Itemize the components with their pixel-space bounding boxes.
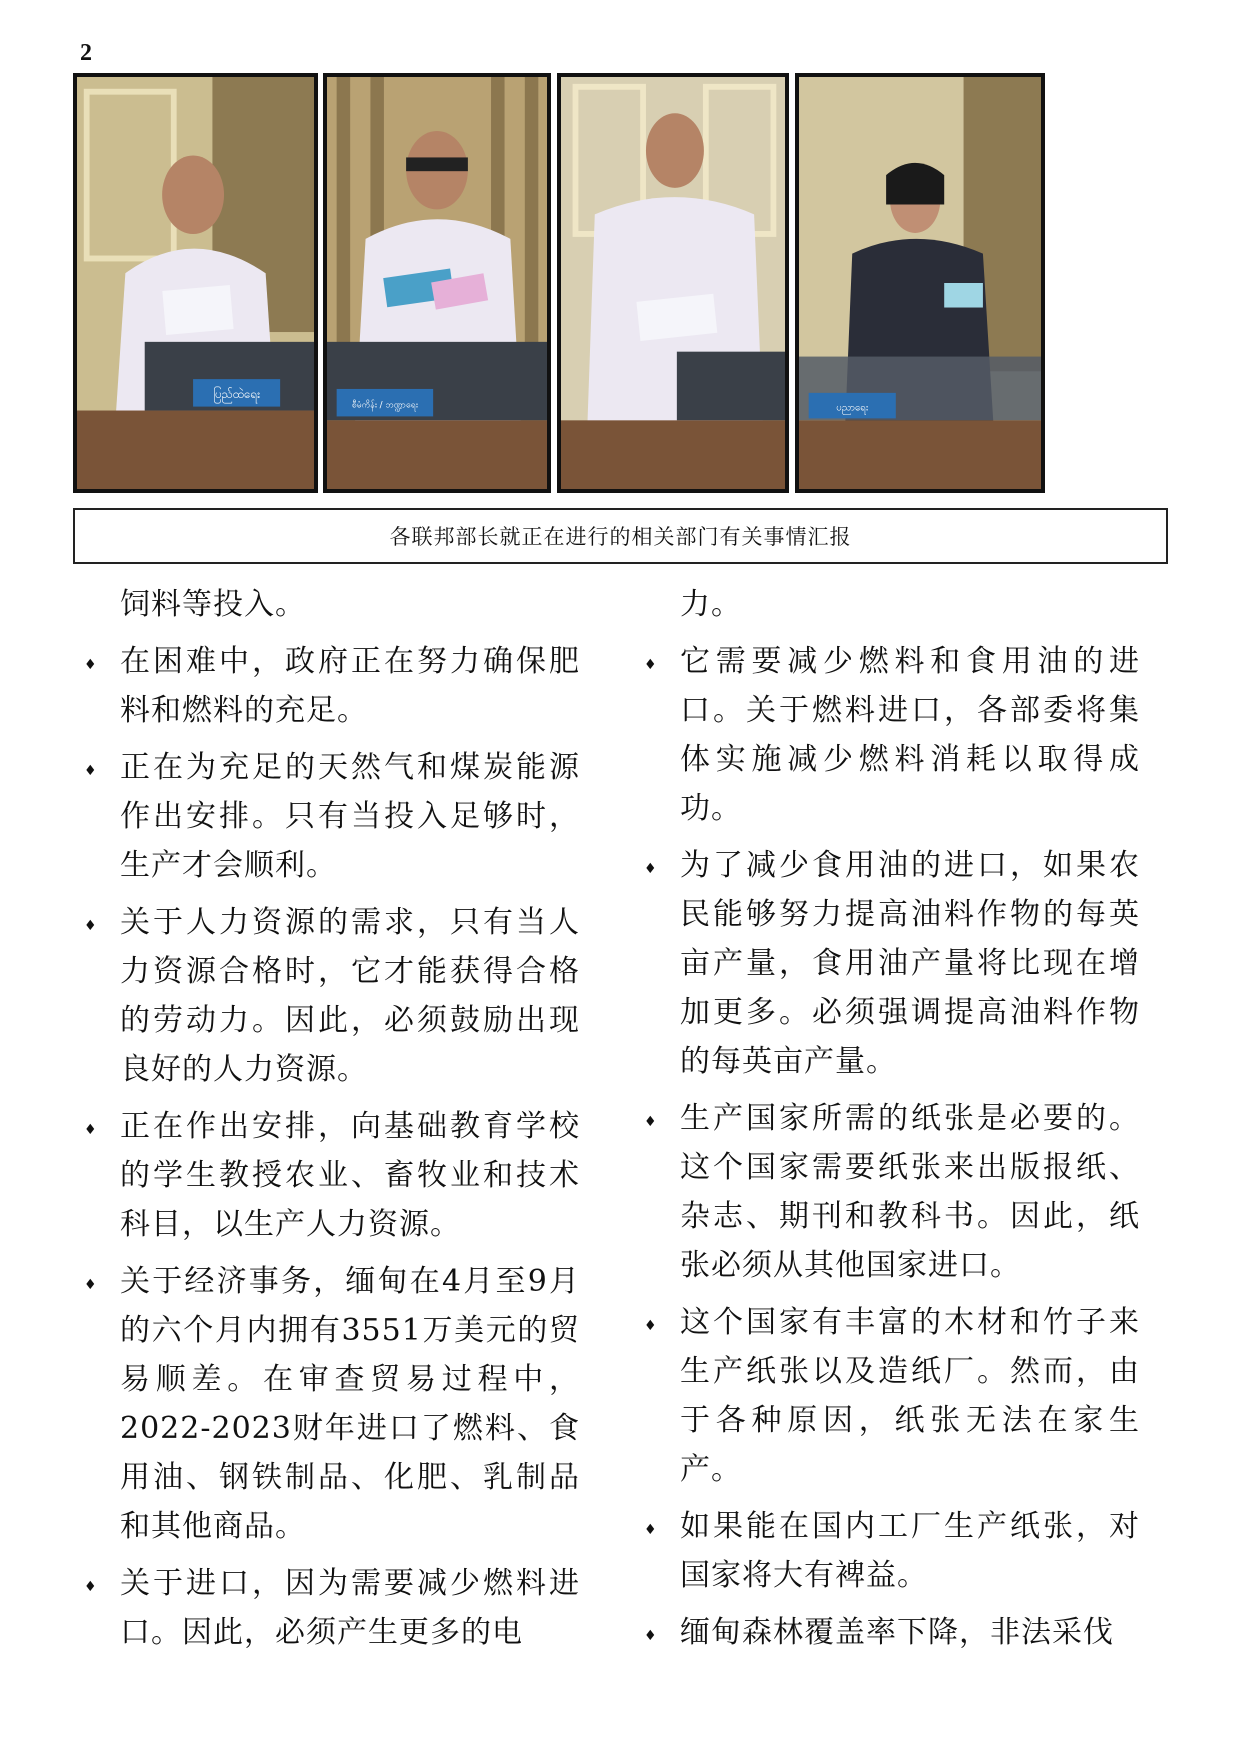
- photo-row: [73, 73, 1173, 499]
- bullet-item: ♦ 正在为充足的天然气和煤炭能源作出安排。只有当投入足够时，生产才会顺利。: [80, 743, 580, 890]
- continuation-text: 力。: [680, 587, 742, 622]
- minister-photo-3-image: [561, 77, 785, 489]
- minister-photo-4-image: [799, 77, 1041, 489]
- nameplate-2: စီမံကိန်း / ဘဏ္ဍာရေး: [351, 400, 418, 411]
- bullet-item: ♦ 生产国家所需的纸张是必要的。这个国家需要纸张来出版报纸、杂志、期刊和教科书。因此，纸张必须从其他国家进口。: [640, 1094, 1140, 1290]
- bullet-item: ♦ 如果能在国内工厂生产纸张，对国家将大有裨益。: [640, 1502, 1140, 1600]
- bullet-item: ♦ 关于经济事务，缅甸在4月至9月的六个月内拥有3551万美元的贸易顺差。在审查贸易过程中，2022-2023财年进口了燃料、食用油、钢铁制品、化肥、乳制品和其他商品。: [80, 1257, 580, 1551]
- left-column: [80, 580, 580, 1657]
- bullet-item: ♦ 正在作出安排，向基础教育学校的学生教授农业、畜牧业和技术科目，以生产人力资源。: [80, 1102, 580, 1249]
- right-column: [640, 580, 1140, 1657]
- bullet-item: ♦ 它需要减少燃料和食用油的进口。关于燃料进口，各部委将集体实施减少燃料消耗以取得成功。: [640, 637, 1140, 833]
- continuation-text: 饲料等投入。: [120, 587, 306, 622]
- bullet-item: ♦ 关于进口，因为需要减少燃料进口。因此，必须产生更多的电: [80, 1559, 580, 1657]
- photo-caption: 各联邦部长就正在进行的相关部门有关事情汇报: [73, 508, 1168, 564]
- page-number: 2: [80, 40, 92, 66]
- minister-photo-1-image: [77, 77, 314, 489]
- bullet-item: ♦ 这个国家有丰富的木材和竹子来生产纸张以及造纸厂。然而，由于各种原因，纸张无法在家生产。: [640, 1298, 1140, 1494]
- bullet-item: ♦ 为了减少食用油的进口，如果农民能够努力提高油料作物的每英亩产量，食用油产量将比现在增加更多。必须强调提高油料作物的每英亩产量。: [640, 841, 1140, 1086]
- bullet-item: ♦ 关于人力资源的需求，只有当人力资源合格时，它才能获得合格的劳动力。因此，必须鼓励出现良好的人力资源。: [80, 898, 580, 1094]
- minister-photo-2: [323, 73, 551, 493]
- minister-photo-2-image: [327, 77, 547, 489]
- bullet-item: ♦ 在困难中，政府正在努力确保肥料和燃料的充足。: [80, 637, 580, 735]
- nameplate-4: ပညာရေး: [836, 402, 869, 414]
- bullet-item: ♦ 缅甸森林覆盖率下降，非法采伐: [640, 1608, 1140, 1657]
- minister-photo-1: [73, 73, 318, 493]
- minister-photo-4: [795, 73, 1045, 493]
- nameplate-1: ပြည်ထဲရေး: [213, 386, 261, 401]
- minister-photo-3: [557, 73, 789, 493]
